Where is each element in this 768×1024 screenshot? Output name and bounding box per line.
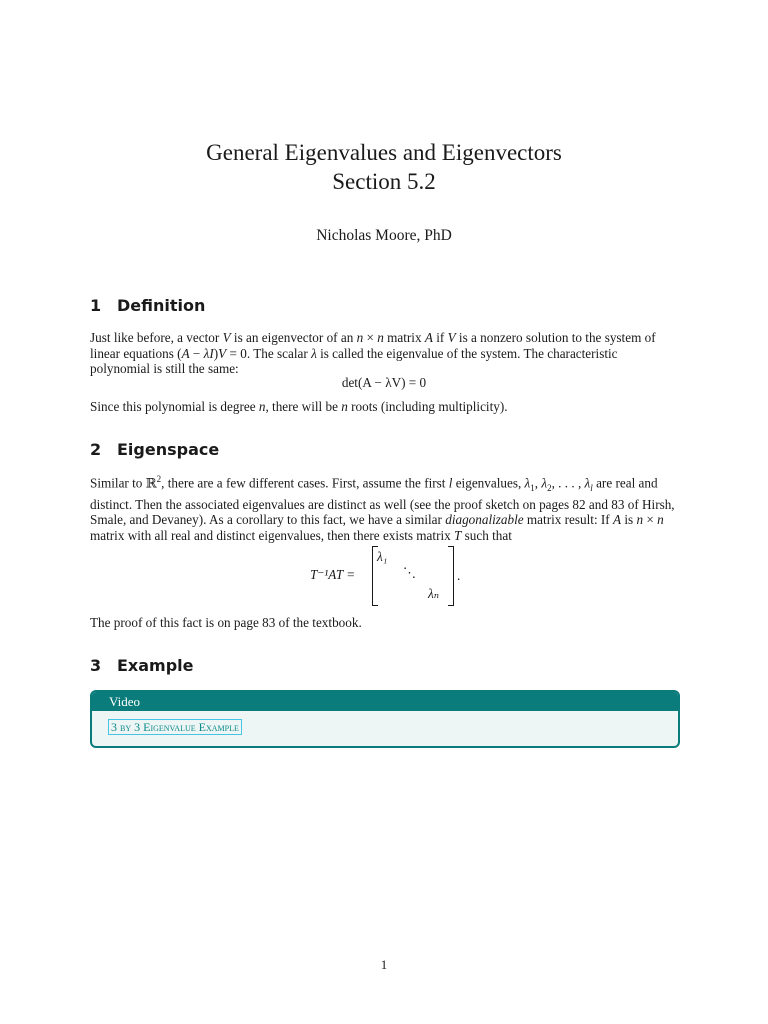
document-subtitle: Section 5.2 (332, 169, 436, 194)
matrix-entry-bottom: λₙ (428, 586, 440, 601)
matrix-entry-top: λ₁ (377, 549, 388, 564)
definition-paragraph-2: Since this polynomial is degree n, there will be n roots (including multiplicity). (90, 399, 508, 414)
section-number: 2 (90, 440, 102, 459)
right-bracket (448, 546, 454, 606)
document-title: General Eigenvalues and Eigenvectors (206, 140, 562, 165)
section-heading-eigenspace (90, 440, 219, 459)
section-number: 1 (90, 296, 102, 315)
section-title: Definition (117, 296, 206, 315)
matrix-lhs: T⁻¹AT = (310, 567, 356, 582)
matrix-ellipsis: ⋱ (403, 565, 417, 580)
definition-paragraph: Just like before, a vector V is an eigenvector of an n × n matrix A if V is a nonzero solution to the system of linear equations (A − λI)V = 0. The scalar λ is called the eigenvalue of the system. The characteristic polynomial is still the same: (90, 330, 656, 376)
section-heading-definition (90, 296, 205, 315)
diagonal-matrix-equation (310, 546, 510, 606)
characteristic-equation: det(A − λV) = 0 (341, 375, 427, 390)
section-heading-example (90, 656, 194, 675)
eigenspace-paragraph: Similar to ℝ$^2$, there are a few different cases. First, assume the first l eigenvalues, $\lambda_1$, $\lambda_2$, . . . , $\lambda_l$ are real and distinct. Then the associated eigenvalues are distinct as well (see the proof sketch on pages 82 and 83 of Hirsh, Smale, and Devaney). As a corollary to this fact, we have a similar diagonalizable matrix result: If A is n × n matrix with all real and distinct eigenvalues, then there exists matrix T such that (90, 474, 675, 543)
eigenspace-paragraph-2: The proof of this fact is on page 83 of the textbook. (90, 615, 362, 630)
matrix-period: . (457, 568, 461, 583)
author-name: Nicholas Moore, PhD (316, 227, 452, 244)
section-title: Eigenspace (117, 440, 220, 459)
video-box-title: Video (92, 692, 678, 711)
page-number: 1 (380, 957, 388, 972)
video-box (90, 690, 680, 748)
section-title: Example (117, 656, 194, 675)
section-number: 3 (90, 656, 102, 675)
video-link[interactable]: 3 by 3 Eigenvalue Example (108, 719, 242, 735)
